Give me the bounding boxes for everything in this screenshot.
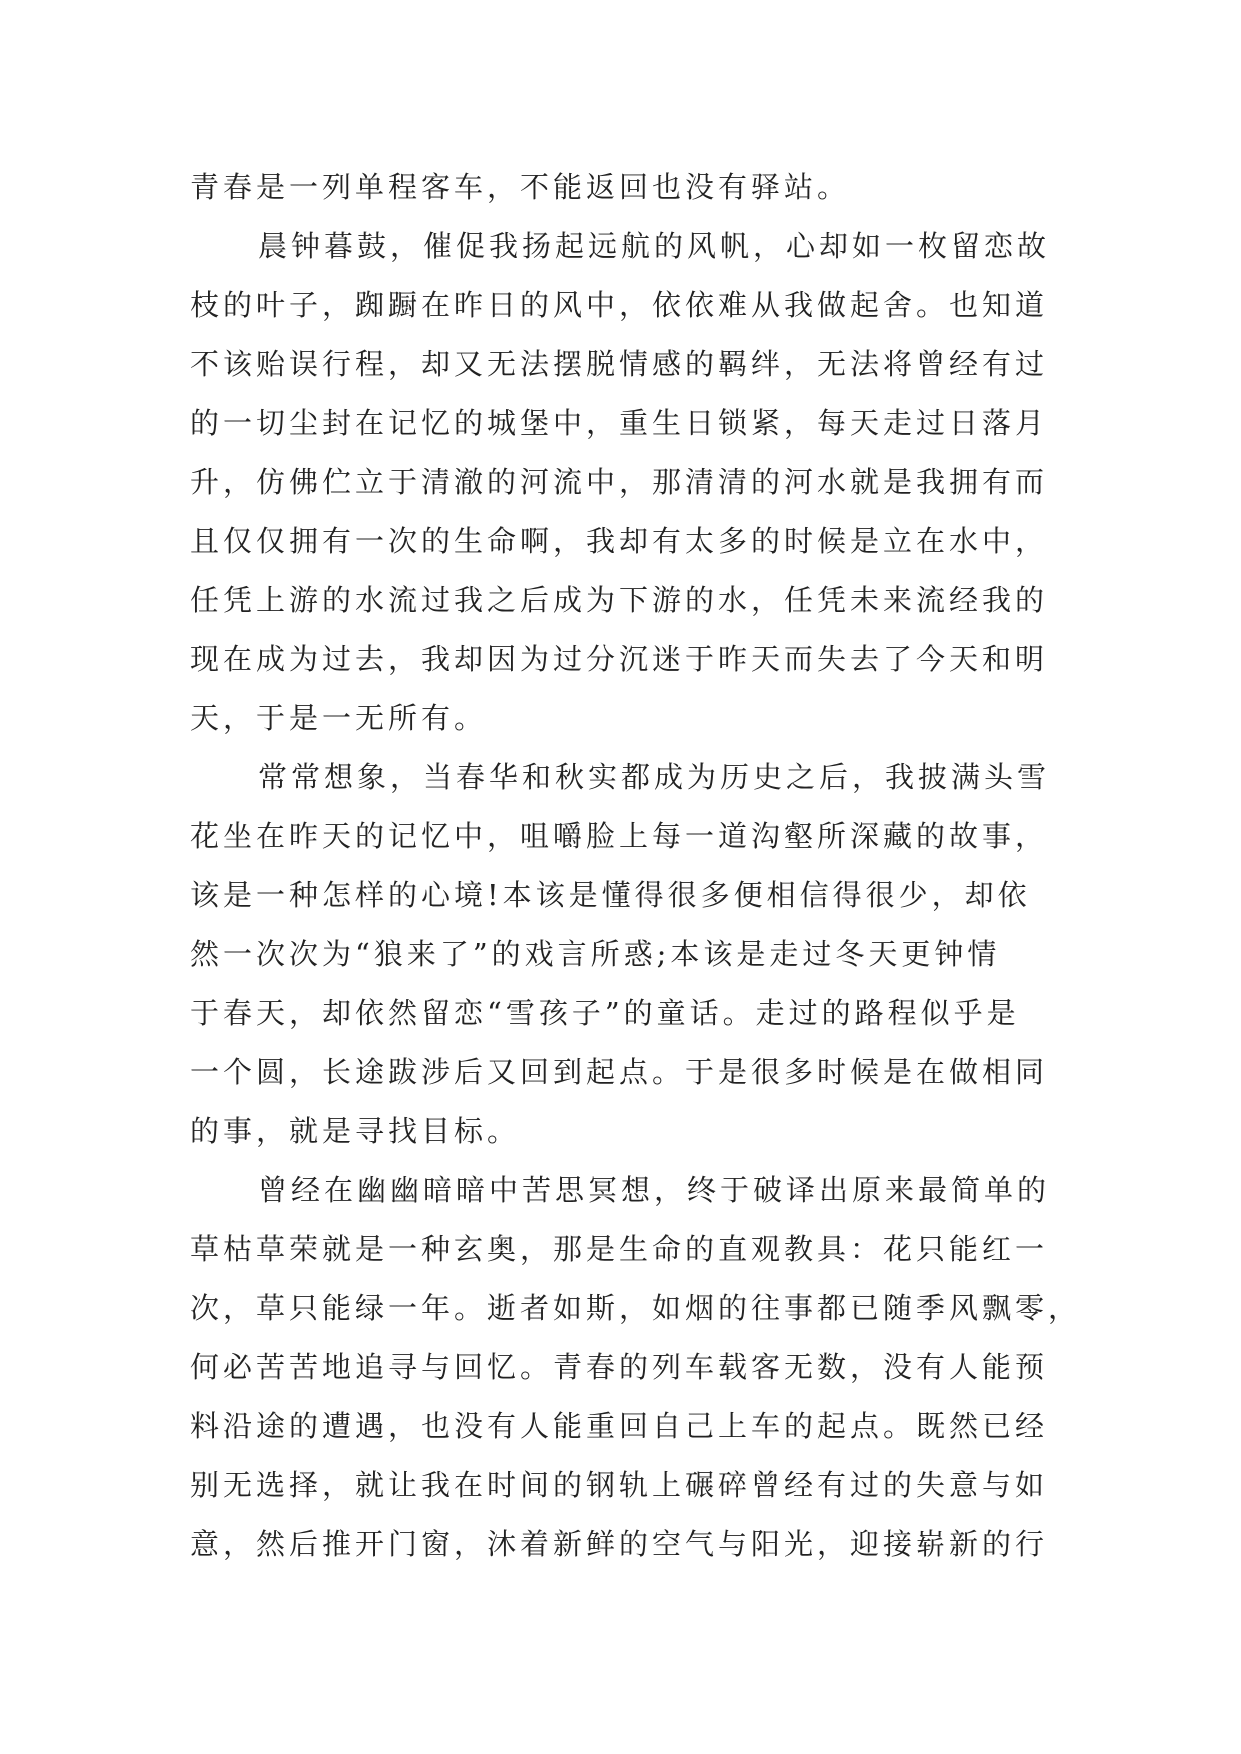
text-line: 一个圆，长途跋涉后又回到起点。于是很多时候是在做相同 [190, 1055, 1049, 1089]
text-line: 次，草只能绿一年。逝者如斯，如烟的往事都已随季风飘零， [190, 1291, 1082, 1325]
text-line: 然一次次为“狼来了”的戏言所惑;本该是走过冬天更钟情 [190, 937, 1001, 971]
text-line: 何必苦苦地追寻与回忆。青春的列车载客无数，没有人能预 [190, 1350, 1049, 1384]
text-line: 不该贻误行程，却又无法摆脱情感的羁绊，无法将曾经有过 [190, 347, 1049, 381]
text-line: 青春是一列单程客车，不能返回也没有驿站。 [190, 170, 851, 204]
text-line: 任凭上游的水流过我之后成为下游的水，任凭未来流经我的 [190, 583, 1049, 617]
essay-text [190, 158, 1082, 1574]
text-line: 于春天，却依然留恋“雪孩子”的童话。走过的路程似乎是 [190, 996, 1020, 1030]
text-line: 的一切尘封在记忆的城堡中，重生日锁紧，每天走过日落月 [190, 406, 1049, 440]
text-line: 草枯草荣就是一种玄奥，那是生命的直观教具：花只能红一 [190, 1232, 1049, 1266]
text-line: 该是一种怎样的心境!本该是懂得很多便相信得很少，却依 [190, 878, 1031, 912]
text-line: 天，于是一无所有。 [190, 701, 488, 735]
text-line: 料沿途的遭遇，也没有人能重回自己上车的起点。既然已经 [190, 1409, 1049, 1443]
text-line: 别无选择，就让我在时间的钢轨上碾碎曾经有过的失意与如 [190, 1468, 1049, 1502]
text-line: 花坐在昨天的记忆中，咀嚼脸上每一道沟壑所深藏的故事， [190, 819, 1049, 853]
text-line: 的事，就是寻找目标。 [190, 1114, 521, 1148]
text-line: 现在成为过去，我却因为过分沉迷于昨天而失去了今天和明 [190, 642, 1049, 676]
text-line: 意，然后推开门窗，沐着新鲜的空气与阳光，迎接崭新的行 [190, 1527, 1049, 1561]
text-line: 升，仿佛伫立于清澈的河流中，那清清的河水就是我拥有而 [190, 465, 1049, 499]
paragraph-start-line: 晨钟暮鼓，催促我扬起远航的风帆，心却如一枚留恋故 [258, 229, 1051, 263]
paragraph-start-line: 常常想象，当春华和秋实都成为历史之后，我披满头雪 [258, 760, 1051, 794]
text-line: 且仅仅拥有一次的生命啊，我却有太多的时候是立在水中， [190, 524, 1049, 558]
text-line: 枝的叶子，踟蹰在昨日的风中，依依难从我做起舍。也知道 [190, 288, 1049, 322]
paragraph-start-line: 曾经在幽幽暗暗中苦思冥想，终于破译出原来最简单的 [258, 1173, 1051, 1207]
